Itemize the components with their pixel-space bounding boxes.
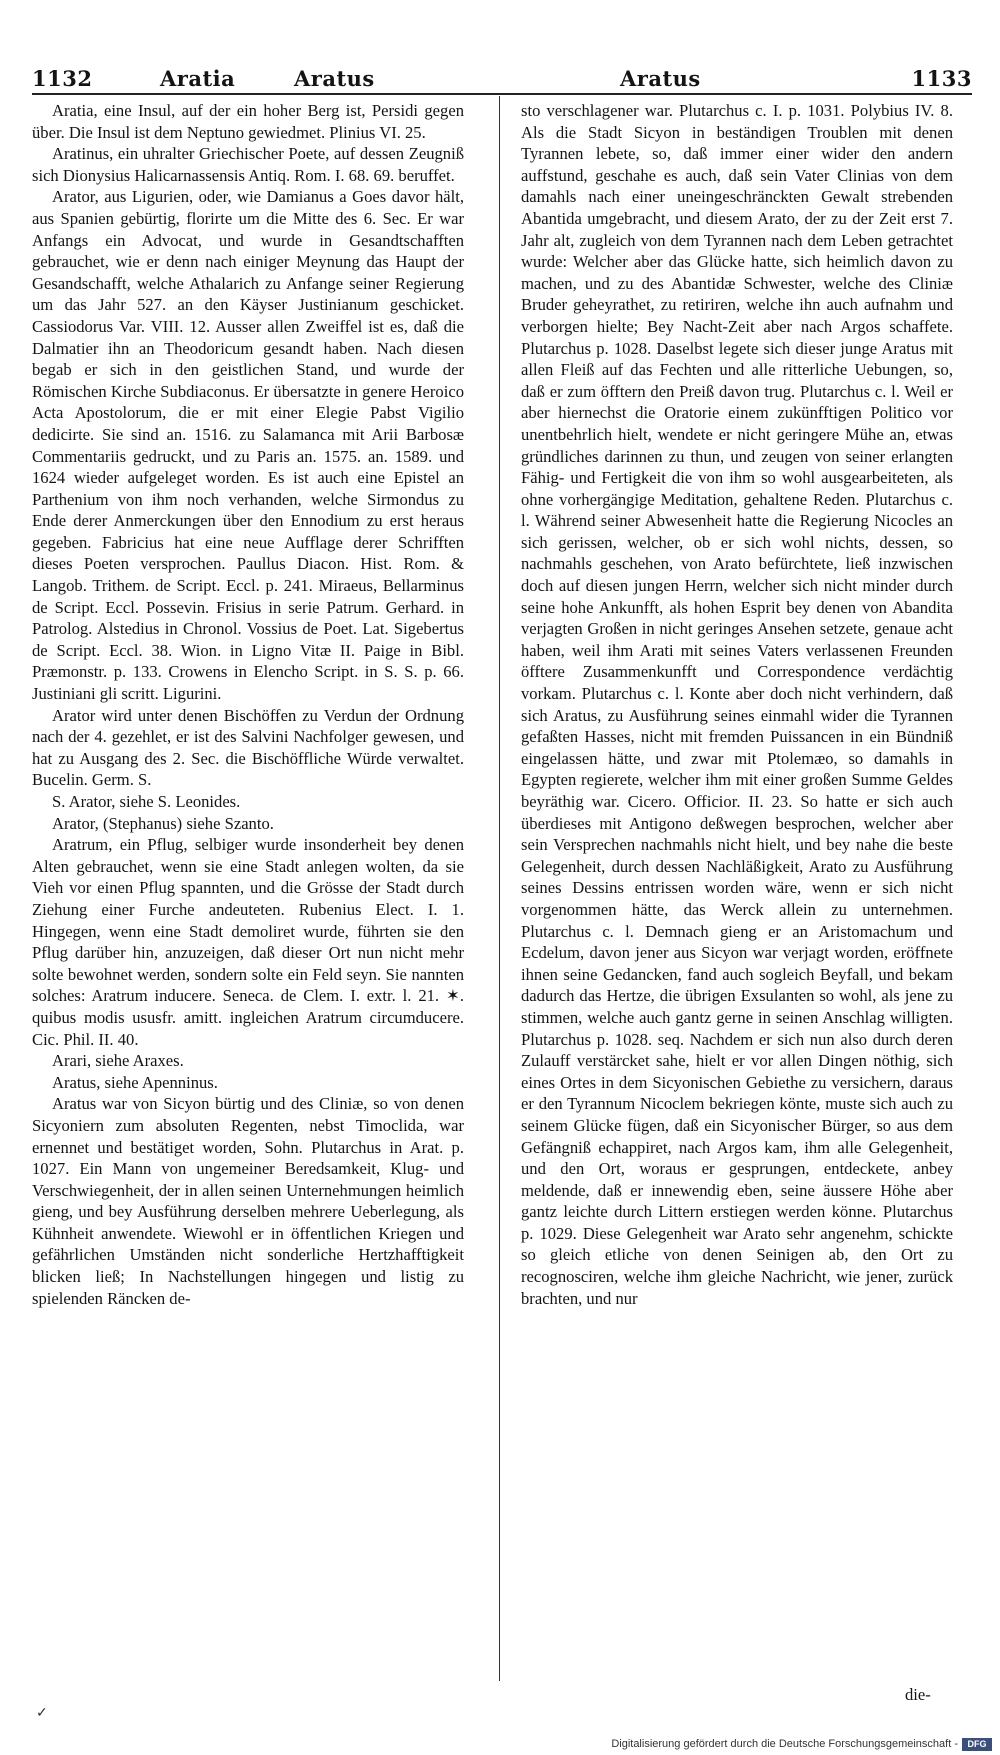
running-title-left-a: Aratia — [160, 66, 236, 91]
page-number-right: 1133 — [911, 66, 972, 91]
page-number-left: 1132 — [32, 66, 93, 91]
running-title-left-b: Aratus — [294, 66, 375, 91]
catchword: die- — [905, 1685, 931, 1704]
right-column — [521, 100, 953, 1309]
entry-aratrum: Aratrum, ein Pflug, selbiger wurde insonderheit bey denen Alten gebrauchet, wenn sie eine Stadt anlegen wolten, da sie Vieh vor einen Pflug spannten, und die Grösse der Stadt durch Ziehung einer Furche andeuteten. Rubenius Elect. I. 1. Hingegen, wenn eine Stadt demoliret wurde, führten sie den Pflug darüber hin, anzuzeigen, daß dieser Ort nun nicht mehr solte bewohnet werden, sondern solte ein Feld seyn. Sie nannten solches: Aratrum inducere. Seneca. de Clem. I. extr. l. 21. ✶. quibus modis ususfr. amitt. ingleichen Aratrum circumducere. Cic. Phil. II. 40. — [32, 835, 464, 1049]
entry-aratus-continued: sto verschlagener war. Plutarchus c. I. p. 1031. Polybius IV. 8. Als die Stadt Sicyon in beständigen Troublen mit denen Tyrannen lebete, so, daß immer einer wider den andern auffstund, geschahe es auch, daß sein Vater Clinias von dem damahls nach einer uneingeschränckten Gewalt strebenden Abantida umgebracht, und diesem Arato, der zu der Zeit erst 7. Jahr alt, zugleich von dem Tyrannen nach dem Leben getrachtet wurde: Welcher aber das Glücke hatte, sich heimlich davon zu machen, und zu des Abantidæ Schwester, welche des Cliniæ Bruder geheyrathet, zu retiriren, welche ihn auch aufnahm und verborgen hielte; Bey Nacht-Zeit aber nach Argos schaffete. Plutarchus p. 1028. Daselbst legete sich dieser junge Aratus mit allen Fleiß auf das Fechten und alle ritterliche Uebungen, so, daß er zum öfftern den Preiß davon trug. Plutarchus c. l. Weil er aber hiernechst die Oratorie einem zukünfftigen Politico vor unentbehrlich hielt, wendete er nicht geringere Mühe an, etwas gründliches darinnen zu thun, und zeugen von seiner erlangten Fähig- und Fertigkeit die von ihm so wohl ausgearbeiteten, als ohne vorhergängige Meditation, gehaltene Reden. Plutarchus c. l. Während seiner Abwesenheit hatte die Regierung Nicocles an sich gerissen, welcher, ob er sich wohl nichts, dessen, so nachmahls geschehen, von Arato befürchtete, ließ inzwischen doch auf diesen jungen Herrn, welcher sich nicht minder durch seine hohe Ankunfft, als hohen Esprit bey denen von Abandita verjagten Großen in nicht geringes Ansehen setzete, genaue acht haben, weil ihm Arati mit seines Vaters verlassenen Freunden öfftere Zusammenkunfft und Correspondence verdächtig vorkam. Plutarchus c. l. Konte aber doch nicht verhindern, daß sich Aratus, zu Ausführung seines einmahl wider die Tyrannen gefaßten Hasses, nicht mit fremden Puissancen in ein Bündniß eingelassen hätte, und zwar mit Ptolemæo, so damahls in Egypten regierete, welcher ihm mit einer großen Summe Geldes beyräthig war. Cicero. Officior. II. 23. So hatte er sich auch überdieses mit Antigono deßwegen besprochen, welcher aber sein Versprechen nachmahls nicht hielt, und bey nahe die beste Gelegenheit, durch dessen Nachläßigkeit, Arato zu Ausführung seines Dessins entrissen worden wäre, wenn er sich nicht vorgenommen hätte, das Werck allein zu unternehmen. Plutarchus c. l. Demnach gieng er an Aristomachum und Ecdelum, davon jener aus Sicyon war verjagt worden, eröffnete ihnen seine Gedancken, fand auch sogleich Beyfall, und bekam dadurch das Hertze, die übrigen Exsulanten so wohl, als jene zu stimmen, welche auch gantz gerne in seinen Anschlag willigten. Plutarchus p. 1028. seq. Nachdem er sich nun also durch deren Zulauff verstärcket sahe, hielt er vor allen Dingen nöthig, sich eines Ortes in dem Sicyonischen Gebiethe zu versichern, daraus er den Tyrannum Nicoclem bekriegen könte, muste sich auch zu seinem Glücke fügen, daß ein Sicyonischer Bürger, so aus dem Gefängniß echappiret, nach Argos kam, ihm alle Gelegenheit, und den Ort, woraus er gesprungen, entdeckete, anbey meldende, daß er innewendig eben, seine äussere Höhe aber gantz leichte durch Littern erstiegen werden könne. Plutarchus p. 1029. Diese Gelegenheit war Arato sehr angenehm, schickte so gleich etliche von denen Seinigen ab, den Ort zu recognosciren, welche ihm gleiche Nachricht, wie jener, zurück brachten, und nur — [521, 101, 953, 1308]
entry-arator-stephanus: Arator, (Stephanus) siehe Szanto. — [52, 813, 274, 833]
entry-s-arator: S. Arator, siehe S. Leonides. — [52, 792, 241, 811]
entry-aratus-apenninus: Aratus, siehe Apenninus. — [52, 1072, 218, 1092]
dfg-logo-icon: DFG — [962, 1738, 992, 1751]
left-column — [32, 100, 464, 1309]
header-rule — [32, 93, 972, 95]
footer-text: Digitalisierung gefördert durch die Deutsche Forschungsgemeinschaft - — [611, 1738, 958, 1750]
entry-aratus: Aratus war von Sicyon bürtig und des Cliniæ, so von denen Sicyoniern zum absoluten Regenten, nebst Timoclida, war ernennet und bestätiget worden, Sohn. Plutarchus in Arat. p. 1027. Ein Mann von ungemeiner Beredsamkeit, Klug- und Verschwiegenheit, der in allen seinen Unternehmungen heimlich gieng, und bey Ausführung derselben mehrere Ueberlegung, als Kühnheit anwendete. Wiewohl er in öffentlichen Kriegen und gefährlichen Umständen nicht sonderliche Hertzhafftigkeit blicken ließ; In Nachstellungen hingegen und listig zu spielenden Räncken de- — [32, 1094, 464, 1308]
running-title-right: Aratus — [620, 66, 701, 91]
entry-aratia: Aratia, eine Insul, auf der ein hoher Berg ist, Persidi gegen über. Die Insul ist dem Neptuno gewiedmet. Plinius VI. 25. — [32, 101, 464, 142]
margin-mark: ✓ — [36, 1705, 48, 1721]
column-divider — [499, 96, 500, 1681]
entry-aratinus: Aratinus, ein uhralter Griechischer Poete, auf dessen Zeugniß sich Dionysius Halicarnassensis Antiq. Rom. I. 68. 69. beruffet. — [32, 144, 464, 185]
entry-arari: Arari, siehe Araxes. — [52, 1051, 184, 1071]
running-header — [32, 62, 972, 92]
entry-arator: Arator, aus Ligurien, oder, wie Damianus a Goes davor hält, aus Spanien gebürtig, florirte um die Mitte des 6. Sec. Er war Anfangs ein Advocat, und wurde in Gesandtschafften gebrauchet, wie er denn nach einiger Meynung das Haupt der Gesandschafft, welche Athalarich zu Anfange seiner Regierung um das Jahr 527. an den Käyser Justinianum geschicket. Cassiodorus Var. VIII. 12. Ausser allen Zweiffel ist es, daß die Dalmatier ihn an Theodoricum gesandt haben. Nach diesen begab er sich in den geistlichen Stand, und wurde der Römischen Kirche Subdiaconus. Er übersatzte in genere Heroico Acta Apostolorum, die er mit einer Elegie Pabst Vigilio dedicirte. Sie sind an. 1516. zu Salamanca mit Arii Barbosæ Commentariis gedruckt, und zu Paris an. 1575. an. 1589. und 1624 wieder aufgeleget worden. Es ist auch eine Epistel an Parthenium von ihm noch verhanden, welche Sirmondus zu Ende derer Anmerckungen über den Ennodium zu erst heraus gegeben. Fabricius hat eine neue Aufflage derer Schrifften dieses Poeten versprochen. Paullus Diacon. Hist. Rom. & Langob. Trithem. de Script. Eccl. p. 241. Miraeus, Bellarminus de Script. Eccl. Possevin. Frisius in serie Patrum. Gerhard. in Patrolog. Alstedius in Chronol. Vossius de Poet. Lat. Sigebertus de Script. Eccl. 38. Wion. in Ligno Vitæ II. Paige in Bibl. Præmonstr. p. 133. Crowens in Elencho Script. in S. S. p. 66. Justiniani gli scritt. Ligurini. — [32, 187, 464, 704]
digitization-footer — [611, 1736, 992, 1752]
entry-arator-verdun: Arator wird unter denen Bischöffen zu Verdun der Ordnung nach der 4. gezehlet, er ist des Salvini Nachfolger gewesen, und hat zu Ausgang des 2. Sec. die Bischöffliche Würde verwaltet. Bucelin. Germ. S. — [32, 705, 464, 790]
